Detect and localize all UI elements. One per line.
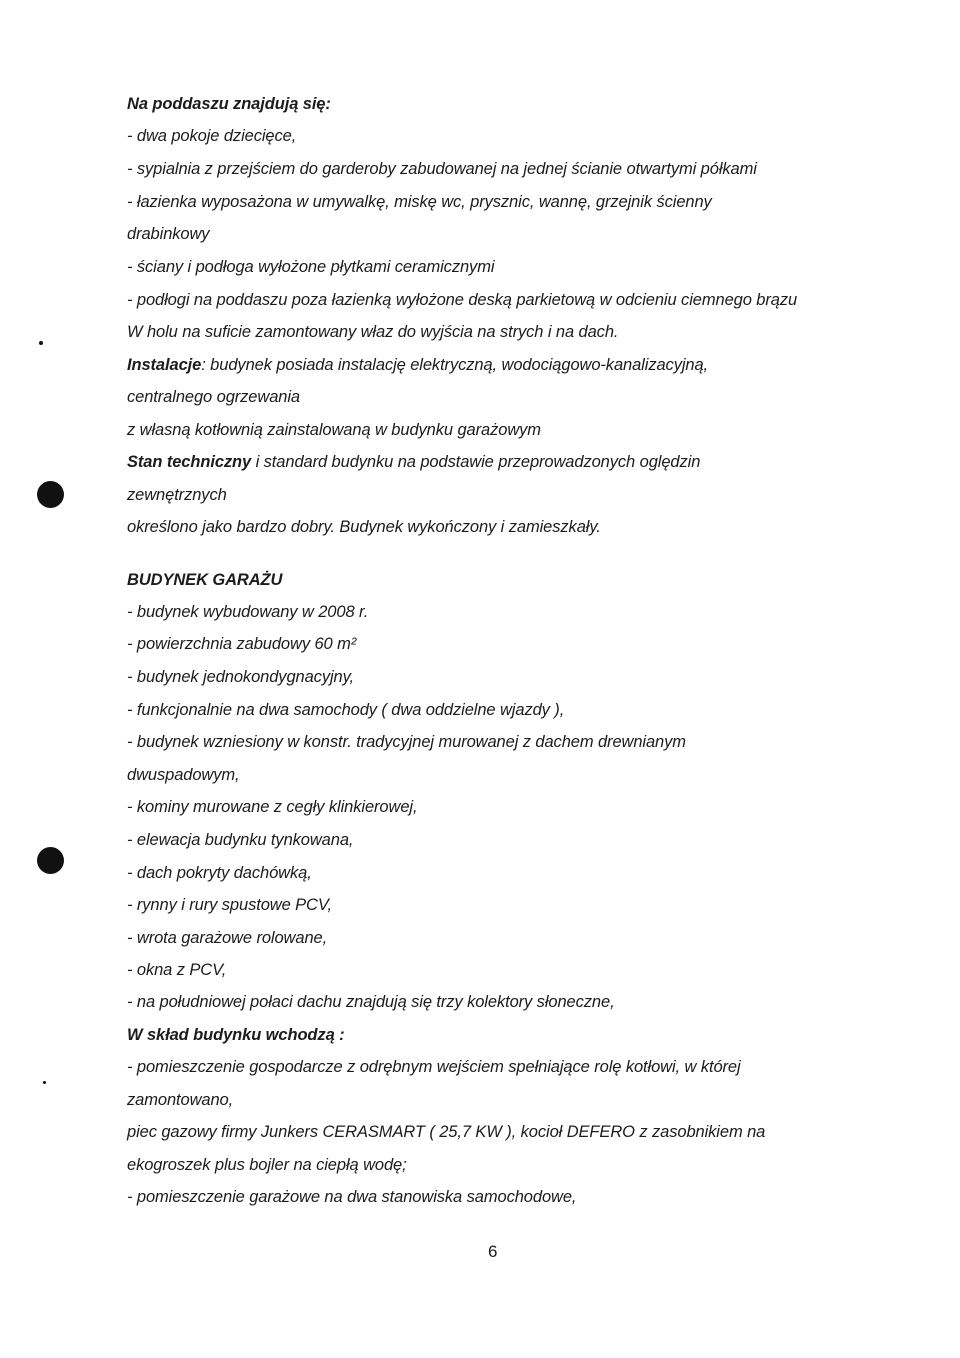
garage-heading: BUDYNEK GARAŻU [127,571,283,589]
attic-line-4: drabinkowy [127,225,210,243]
attic-line-3: - łazienka wyposażona w umywalkę, miskę wc, prysznic, wannę, grzejnik ścienny [127,193,712,211]
installations-text: : budynek posiada instalację elektryczną, wodociągowo-kanalizacyjną, [201,356,709,374]
composition-line-1: - pomieszczenie gospodarcze z odrębnym wejściem spełniające rolę kotłowi, w której [127,1058,741,1076]
composition-line-2: zamontowano, [127,1091,234,1109]
composition-line-4: ekogroszek plus bojler na ciepłą wodę; [127,1156,407,1174]
garage-line-2: - powierzchnia zabudowy 60 m² [127,635,357,653]
composition-line-3: piec gazowy firmy Junkers CERASMART ( 25,7 KW ), kocioł DEFERO z zasobnikiem na [127,1123,766,1141]
garage-line-10: - rynny i rury spustowe PCV, [127,896,333,914]
garage-line-7: - kominy murowane z cegły klinkierowej, [127,798,418,816]
attic-heading: Na poddaszu znajdują się: [127,95,331,113]
garage-line-13: - na południowej połaci dachu znajdują się trzy kolektory słoneczne, [127,993,615,1011]
garage-line-3: - budynek jednokondygnacyjny, [127,668,355,686]
composition-heading: W skład budynku wchodzą : [127,1026,345,1044]
garage-line-12: - okna z PCV, [127,961,227,979]
condition-line-1 [127,452,700,472]
installations-label: Instalacje [127,356,202,374]
condition-text: i standard budynku na podstawie przeprowadzonych oględzin [251,453,701,471]
condition-label: Stan techniczny [127,453,252,471]
attic-line-6: - podłogi na poddaszu poza łazienką wyłożone deską parkietową w odcieniu ciemnego brązu [127,291,798,309]
garage-line-5: - budynek wzniesiony w konstr. tradycyjnej murowanej z dachem drewnianym [127,733,686,751]
condition-line-3: określono jako bardzo dobry. Budynek wykończony i zamieszkały. [127,518,601,536]
condition-line-2: zewnętrznych [127,486,227,504]
garage-line-4: - funkcjonalnie na dwa samochody ( dwa oddzielne wjazdy ), [127,701,565,719]
attic-line-2: - sypialnia z przejściem do garderoby zabudowanej na jednej ścianie otwartymi półkami [127,160,757,178]
garage-line-8: - elewacja budynku tynkowana, [127,831,354,849]
installations-line-3: z własną kotłownią zainstalowaną w budynku garażowym [127,421,541,439]
page-number: 6 [488,1242,498,1261]
installations-line-1 [127,355,708,375]
speck-mark [39,341,43,345]
punch-hole-mark [37,847,64,874]
garage-line-6: dwuspadowym, [127,766,240,784]
attic-line-1: - dwa pokoje dziecięce, [127,127,297,145]
garage-line-1: - budynek wybudowany w 2008 r. [127,603,369,621]
garage-line-11: - wrota garażowe rolowane, [127,929,328,947]
attic-line-7: W holu na suficie zamontowany właz do wyjścia na strych i na dach. [127,323,619,341]
attic-line-5: - ściany i podłoga wyłożone płytkami ceramicznymi [127,258,495,276]
punch-hole-mark [37,481,64,508]
garage-line-9: - dach pokryty dachówką, [127,864,312,882]
installations-line-2: centralnego ogrzewania [127,388,300,406]
speck-mark [43,1081,46,1084]
composition-line-5: - pomieszczenie garażowe na dwa stanowiska samochodowe, [127,1188,577,1206]
